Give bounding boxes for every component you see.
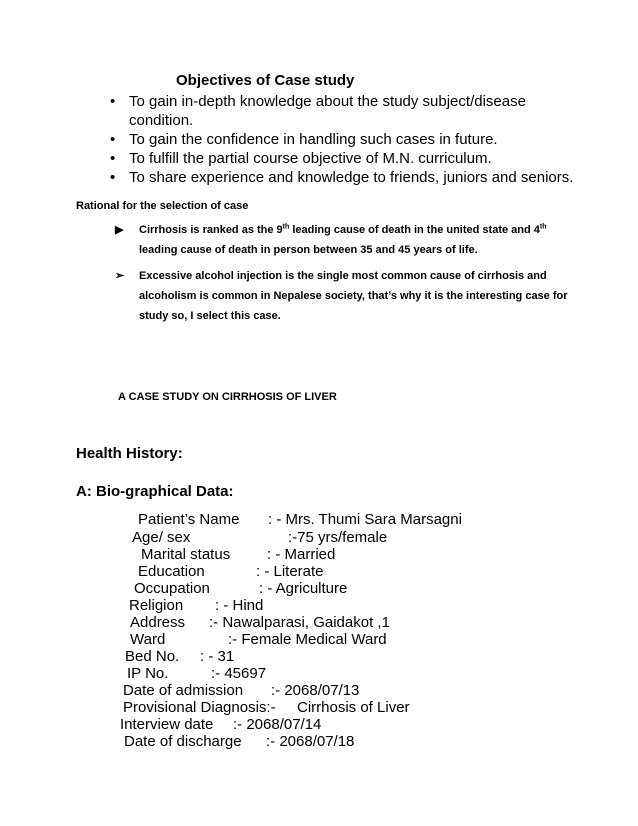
bio-address xyxy=(130,614,390,631)
field-value: : - Mrs. Thumi Sara Marsagni xyxy=(268,511,462,528)
rational-heading: Rational for the selection of case xyxy=(76,200,249,212)
field-label: Education xyxy=(138,563,205,580)
bio-date-of-admission xyxy=(123,682,359,699)
field-value: :- 2068/07/18 xyxy=(266,733,355,750)
bio-interview-date xyxy=(120,716,321,733)
bio-occupation xyxy=(134,580,347,597)
bio-patient-name xyxy=(138,511,462,528)
arrow-bullet-icon: ▶ xyxy=(115,224,124,236)
field-value: : - 31 xyxy=(200,648,235,665)
objective-item: • To gain in-depth knowledge about the study subject/disease condition. xyxy=(110,92,549,130)
rational-point-2 xyxy=(115,266,585,326)
objective-item: • To share experience and knowledge to friends, juniors and seniors. xyxy=(110,168,630,187)
bio-marital-status xyxy=(141,546,335,563)
field-label: Date of admission xyxy=(123,682,244,699)
objectives-list xyxy=(110,92,630,187)
field-label: Marital status xyxy=(141,546,231,563)
field-value: : - Married xyxy=(267,546,336,563)
field-value: : - Hind xyxy=(215,597,264,614)
field-label: Religion xyxy=(129,597,184,614)
field-label: Provisional Diagnosis:- xyxy=(123,699,276,716)
bio-bed-no xyxy=(125,648,234,665)
rational-point-2-text: Excessive alcohol injection is the single most common cause of cirrhosis and alcoholism is common in Nepalese society, that’s why it is the interesting case for study so, I select this case. xyxy=(139,270,568,322)
bio-education xyxy=(138,563,324,580)
field-value: :- 45697 xyxy=(211,665,267,682)
field-value: :- Female Medical Ward xyxy=(228,631,387,648)
objectives-title: Objectives of Case study xyxy=(176,72,355,89)
field-value: :- Nawalparasi, Gaidakot ,1 xyxy=(209,614,390,631)
superscript: th xyxy=(282,223,290,231)
case-study-title: A CASE STUDY ON CIRRHOSIS OF LIVER xyxy=(118,391,337,403)
field-label: Date of discharge xyxy=(124,733,242,750)
objective-item: • To gain the confidence in handling such cases in future. xyxy=(110,130,630,149)
field-label: IP No. xyxy=(127,665,169,682)
field-label: Patient’s Name xyxy=(138,511,240,528)
bio-ip-no xyxy=(127,665,266,682)
field-label: Bed No. xyxy=(125,648,180,665)
bio-graphical-heading: A: Bio-graphical Data: xyxy=(76,483,234,500)
rational-point-1 xyxy=(115,220,585,260)
rational-point-1-text: leading cause of death in person between 35 and 45 years of life. xyxy=(139,244,478,256)
field-value: : - Literate xyxy=(256,563,324,580)
rational-point-1-text: leading cause of death in the united state and 4 xyxy=(289,224,540,236)
field-value: :-75 yrs/female xyxy=(288,529,388,546)
field-value: :- 2068/07/13 xyxy=(271,682,360,699)
bio-ward xyxy=(130,631,387,648)
check-arrow-bullet-icon: ➢ xyxy=(115,270,125,282)
bio-religion xyxy=(129,597,263,614)
rational-point-1-text: Cirrhosis is ranked as the 9 xyxy=(139,224,283,236)
field-label: Occupation xyxy=(134,580,210,597)
rational-list-2 xyxy=(115,266,585,326)
bio-provisional-diagnosis xyxy=(123,699,410,716)
field-label: Interview date xyxy=(120,716,214,733)
field-label: Ward xyxy=(130,631,166,648)
field-label: Address xyxy=(130,614,186,631)
rational-list-1 xyxy=(115,220,585,260)
field-value: :- 2068/07/14 xyxy=(233,716,322,733)
bio-date-of-discharge xyxy=(124,733,354,750)
field-value: Cirrhosis of Liver xyxy=(297,699,410,716)
field-value: : - Agriculture xyxy=(259,580,348,597)
bio-age-sex xyxy=(132,529,387,546)
health-history-heading: Health History: xyxy=(76,445,183,462)
field-label: Age/ sex xyxy=(132,529,191,546)
superscript: th xyxy=(539,223,547,231)
objective-item: • To fulfill the partial course objective of M.N. curriculum. xyxy=(110,149,630,168)
